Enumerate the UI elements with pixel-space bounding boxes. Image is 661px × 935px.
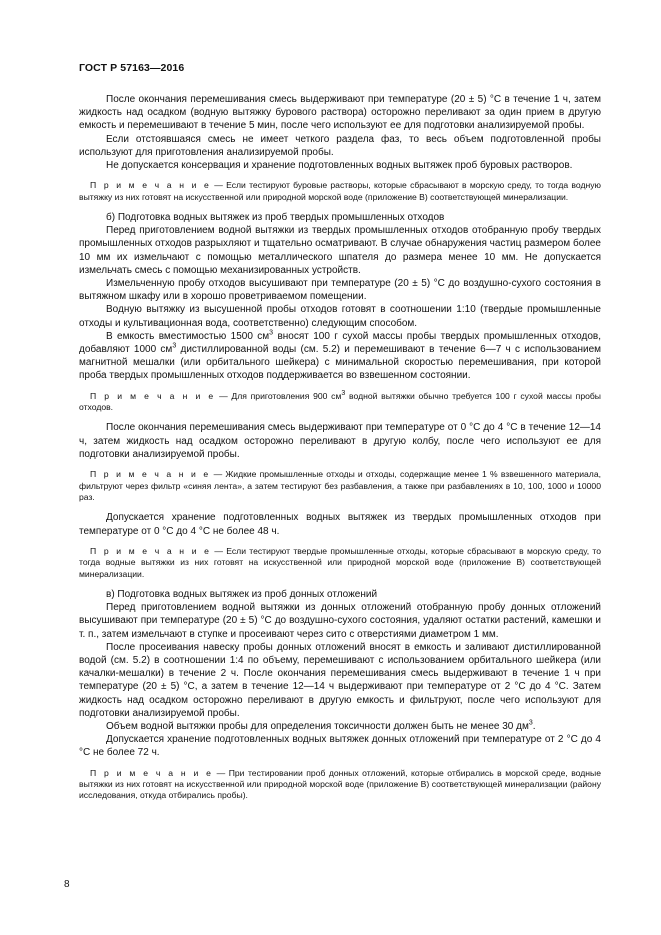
paragraph: Не допускается консервация и хранение подготовленных водных вытяжек проб буровых растворов.	[106, 160, 573, 172]
paragraph: Допускается хранение подготовленных водных вытяжек из твердых промышленных отходов при температуре от 0 °С до 4 °С не более 48 ч.	[79, 512, 601, 537]
paragraph	[79, 330, 601, 383]
paragraph: Измельченную пробу отходов высушивают при температуре (20 ± 5) °С до воздушно-сухого состояния в вытяжном шкафу или в хорошо проветриваемом помещении.	[79, 278, 601, 303]
note-label: П р и м е ч а н и е	[90, 469, 211, 480]
note	[79, 469, 601, 503]
paragraph-text: вносят 100 г сухой массы пробы твердых промышленных отходов, добавляют 1000 см	[79, 330, 601, 356]
paragraph-text: дистиллированной воды (см. 5.2) и перемешивают в течение 6—7 ч с использованием магнитной мешалки (или орбитального шейкера) с минимальной скоростью перемешивания, при которой проба твердых промышленных отходов поддерживается во взвешенном состоянии.	[79, 344, 602, 382]
note	[79, 768, 601, 802]
note-text: — Жидкие промышленные отходы и отходы, содержащие менее 1 % взвешенного материала, фильтруют через фильтр «синяя лента», а затем тестируют без разбавления, а также при разбавлениях в 10, 100, 1000 и 10000 раз.	[79, 469, 601, 502]
note-text: — Для приготовления 900 см	[215, 390, 342, 401]
superscript: 3	[341, 389, 346, 397]
paragraph-text: В емкость вместимостью 1500 см	[106, 330, 270, 342]
paragraph: После окончания перемешивания смесь выдерживают при температуре (20 ± 5) °С в течение 1 ч, затем жидкость над осадком (водную вытяжку бурового раствора) осторожно переливают за один прием в другую емкость и перемешивают в течение 5 мин, после чего используют ее для подготовки анализируемой пробы.	[79, 94, 601, 132]
note-label: П р и м е ч а н и е	[90, 545, 212, 556]
section-heading: б) Подготовка водных вытяжек из проб твердых промышленных отходов	[106, 212, 445, 224]
document-body	[79, 93, 601, 810]
note-text: — Если тестируют буровые растворы, которые сбрасывают в морскую среду, то тогда водную вытяжку из них готовят на искусственной или природной морской воде (приложение В) соответствующей минерализации.	[79, 180, 601, 202]
note-text: — При тестировании проб донных отложений, которые отбирались в морской среде, водные вытяжки из них готовят на искусственной или природной морской воде (приложение В) соответствующей минерализации (району исследования, откуда отбирались пробы).	[79, 767, 601, 801]
paragraph: Если отстоявшаяся смесь не имеет четкого раздела фаз, то весь объем подготовленной пробы используют для приготовления анализируемой пробы.	[79, 133, 601, 158]
note-label: П р и м е ч а н и е	[90, 767, 214, 778]
note	[79, 546, 601, 580]
paragraph: Допускается хранение подготовленных водных вытяжек донных отложений при температуре от 2 °С до 4 °С не более 72 ч.	[79, 734, 601, 759]
paragraph: После просеивания навеску пробы донных отложений вносят в емкость и заливают дистиллированной водой (см. 5.2) в соотношении 1:4 по объему, перемешивают с использованием орбитального шейкера (или качалки-мешалки) в течение 2 ч. После окончания перемешивания смесь выдерживают в течение 1 ч при температуре (20 ± 5) °С, а затем в течение 12—14 ч выдерживают при температуре от 2 °С до 4 °С. Затем жидкость над осадком осторожно переливают в другую емкость и фильтруют, после чего используют для подготовки анализируемой пробы.	[79, 641, 601, 719]
page-number: 8	[64, 879, 70, 890]
paragraph-text: Объем водной вытяжки пробы для определения токсичности должен быть не менее 30 дм	[106, 720, 529, 732]
note-text: водной вытяжки обычно требуется 100 г сухой массы пробы отходов.	[79, 390, 601, 413]
note-text: — Если тестируют твердые промышленные отходы, которые сбрасывают в морскую среду, то тогда водные вытяжки из них готовят на искусственной или природной морской воде (приложение В) соответствующей минерализации.	[79, 545, 601, 579]
document-header: ГОСТ Р 57163—2016	[79, 62, 185, 74]
superscript: 3	[172, 342, 177, 350]
superscript: 3	[528, 719, 533, 727]
note	[79, 180, 601, 203]
superscript: 3	[269, 329, 274, 337]
section-heading: в) Подготовка водных вытяжек из проб донных отложений	[106, 588, 378, 600]
note-label: П р и м е ч а н и е	[90, 180, 212, 191]
note	[79, 391, 601, 414]
paragraph	[79, 720, 601, 733]
paragraph: Перед приготовлением водной вытяжки из донных отложений отобранную пробу донных отложений высушивают при температуре (20 ± 5) °С до воздушно-сухого состояния, удаляют остатки растений, камешки и т. п., затем измельчают в ступке и просеивают через сито с отверстиями диаметром 1 мм.	[79, 602, 601, 640]
paragraph: Перед приготовлением водной вытяжки из твердых промышленных отходов отобранную пробу твердых промышленных отходов разрыхляют и тщательно осматривают. В случае обнаружения частиц размером более 10 мм их измельчают с помощью металлического шпателя до размера менее 10 мм. Не допускается измельчать смесь с помощью механизированных устройств.	[79, 225, 601, 276]
paragraph-text: .	[532, 720, 536, 732]
paragraph: После окончания перемешивания смесь выдерживают при температуре от 0 °С до 4 °С в течение 12—14 ч, затем жидкость над осадком осторожно переливают в другую колбу, после чего используют ее для подготовки анализируемой пробы.	[79, 422, 601, 460]
note-label: П р и м е ч а н и е	[90, 390, 216, 401]
paragraph: Водную вытяжку из высушенной пробы отходов готовят в соотношении 1:10 (твердые промышленные отходы и культивационная вода, соответственно) следующим способом.	[79, 304, 601, 329]
